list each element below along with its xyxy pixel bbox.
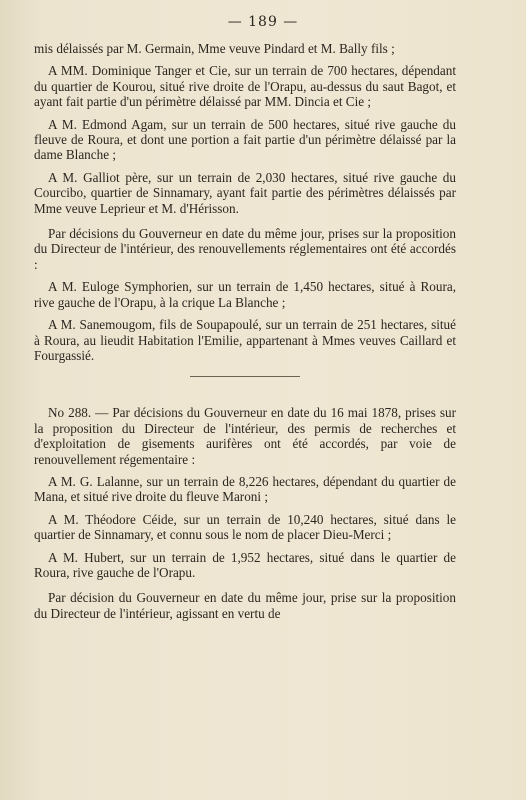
paragraph: A M. Edmond Agam, sur un terrain de 500 hectares, situé rive gauche du fleuve de Roura, et dont une portion a fait partie d'un périmètre délaissé par la dame Blanche ; <box>34 116 456 163</box>
paragraph: mis délaissés par M. Germain, Mme veuve Pindard et M. Bally fils ; <box>34 41 395 56</box>
paragraph: No 288. — Par décisions du Gouverneur en date du 16 mai 1878, prises sur la proposition du Directeur de l'intérieur, des permis de recherches et d'exploitation de gisements aurifères ont été accordés, par voie de renouvellement régementaire : <box>34 405 456 467</box>
paragraph: A M. G. Lalanne, sur un terrain de 8,226 hectares, dépendant du quartier de Mana, et situé rive droite du fleuve Maroni ; <box>34 473 456 505</box>
paragraph: A M. Hubert, sur un terrain de 1,952 hectares, situé dans le quartier de Roura, rive gauche de l'Orapu. <box>34 549 456 580</box>
section-divider <box>190 376 300 377</box>
page-body <box>34 41 456 628</box>
page-number: — 189 — <box>227 14 299 30</box>
paragraph: A M. Théodore Céide, sur un terrain de 10,240 hectares, situé dans le quartier de Sinnamary, et connu sous le nom de placer Dieu-Merci ; <box>34 511 456 543</box>
paragraph: A MM. Dominique Tanger et Cie, sur un terrain de 700 hectares, dépendant du quartier de Kourou, situé rive droite de l'Orapu, au-dessus du saut Bagot, et ayant fait partie d'un périmètre délaissé par MM. Dincia et Cie ; <box>34 63 456 110</box>
paragraph: Par décisions du Gouverneur en date du même jour, prises sur la proposition du Directeur de l'intérieur, des renouvellements réglementaires ont été accordés : <box>34 226 456 272</box>
paragraph: Par décision du Gouverneur en date du même jour, prise sur la proposition du Directeur de l'intérieur, agissant en vertu de <box>34 590 456 621</box>
paragraph: A M. Galliot père, sur un terrain de 2,030 hectares, situé rive gauche du Courcibo, quartier de Sinnamary, ayant fait partie des périmètres délaissés par Mme veuve Leprieur et M. d'Hérisson. <box>34 169 456 216</box>
paragraph: A M. Euloge Symphorien, sur un terrain de 1,450 hectares, situé à Roura, rive gauche de l'Orapu, à la crique La Blanche ; <box>34 279 456 310</box>
paragraph: A M. Sanemougom, fils de Soupapoulé, sur un terrain de 251 hectares, situé à Roura, au lieudit Habitation l'Emilie, appartenant à Mmes veuves Caillard et Fourgassié. <box>34 317 456 363</box>
